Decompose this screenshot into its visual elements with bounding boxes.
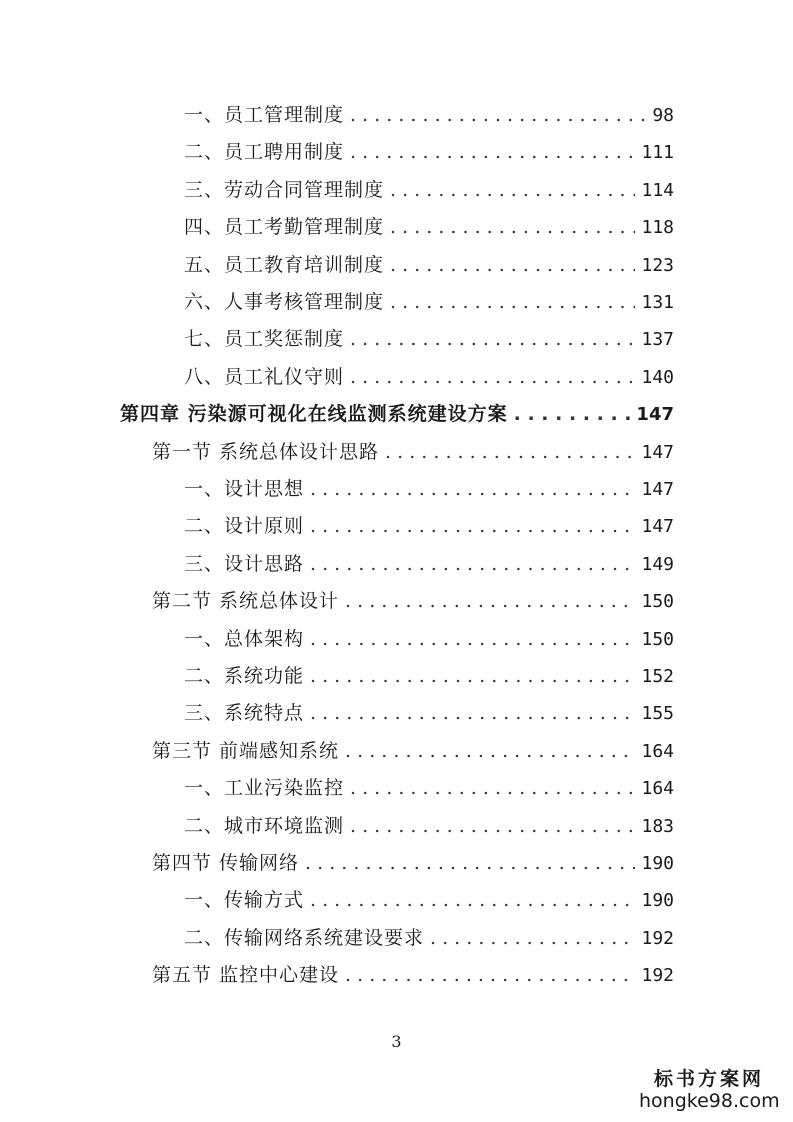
toc-entry-title: 一、工业污染监控 xyxy=(184,777,345,800)
toc-entry-page: 192 xyxy=(641,965,674,987)
toc-entry[interactable] xyxy=(184,100,674,130)
toc-entry[interactable] xyxy=(184,923,674,953)
toc-entry-title: 第二节 系统总体设计 xyxy=(152,590,340,613)
toc-leader-dots xyxy=(350,773,635,803)
toc-leader-dots xyxy=(350,100,646,130)
toc-entry-title: 第四节 传输网络 xyxy=(152,852,300,874)
toc-entry-page: 98 xyxy=(652,105,674,126)
toc-entry[interactable] xyxy=(184,885,674,915)
toc-entry-title: 二、城市环境监测 xyxy=(184,814,345,837)
toc-entry-title: 二、设计原则 xyxy=(184,515,305,538)
toc-entry-page: 147 xyxy=(641,516,674,538)
toc-leader-dots xyxy=(310,661,635,691)
toc-entry-page: 152 xyxy=(641,666,674,687)
toc-entry[interactable] xyxy=(152,960,674,990)
toc-leader-dots xyxy=(350,137,635,167)
toc-entry-page: 147 xyxy=(636,404,674,426)
toc-entry[interactable] xyxy=(184,137,674,167)
toc-leader-dots xyxy=(310,624,635,654)
toc-leader-dots xyxy=(390,175,635,205)
toc-leader-dots xyxy=(310,549,635,579)
toc-entry[interactable] xyxy=(184,811,674,841)
toc-entry-title: 五、员工教育培训制度 xyxy=(184,253,385,276)
toc-entry[interactable] xyxy=(184,624,674,654)
toc-entry[interactable] xyxy=(152,437,674,467)
toc-entry[interactable] xyxy=(184,212,674,242)
toc-entry-title: 二、传输网络系统建设要求 xyxy=(184,926,425,949)
toc-entry-page: 147 xyxy=(641,441,674,463)
toc-entry[interactable] xyxy=(184,773,674,803)
toc-leader-dots xyxy=(350,811,635,841)
toc-entry[interactable] xyxy=(184,549,674,579)
toc-leader-dots xyxy=(310,511,635,541)
toc-entry-title: 八、员工礼仪守则 xyxy=(184,365,345,388)
toc-leader-dots xyxy=(345,586,635,616)
toc-entry-page: 150 xyxy=(641,591,674,613)
toc-entry-title: 一、传输方式 xyxy=(184,889,305,912)
toc-entry-title: 七、员工奖惩制度 xyxy=(184,328,345,351)
toc-leader-dots xyxy=(310,698,635,728)
toc-entry-title: 第一节 系统总体设计思路 xyxy=(152,440,380,463)
toc-entry[interactable] xyxy=(184,324,674,354)
toc-entry-page: 164 xyxy=(641,740,674,762)
toc-entry[interactable] xyxy=(184,362,674,392)
toc-leader-dots xyxy=(345,960,635,990)
toc-entry-page: 190 xyxy=(641,853,674,874)
toc-entry-title: 一、员工管理制度 xyxy=(184,104,345,126)
watermark-name: 标书方案网 xyxy=(653,1068,764,1090)
toc-leader-dots xyxy=(345,736,635,766)
toc-entry-title: 二、系统功能 xyxy=(184,665,305,687)
toc-entry[interactable] xyxy=(184,698,674,728)
toc-entry-page: 131 xyxy=(641,292,674,313)
toc-entry-title: 三、设计思路 xyxy=(184,552,305,575)
toc-entry[interactable] xyxy=(184,511,674,541)
toc-entry-page: 192 xyxy=(641,927,674,949)
toc-entry-page: 155 xyxy=(641,703,674,725)
watermark-url: hongke98.com xyxy=(639,1090,780,1112)
toc-entry-page: 140 xyxy=(641,366,674,388)
toc-entry[interactable] xyxy=(184,250,674,280)
toc-entry-page: 118 xyxy=(641,217,674,239)
toc-leader-dots xyxy=(390,250,635,280)
toc-entry-page: 150 xyxy=(641,628,674,650)
toc-entry-page: 123 xyxy=(641,254,674,276)
watermark xyxy=(639,1068,779,1112)
toc-leader-dots xyxy=(390,212,635,242)
toc-entry-title: 三、系统特点 xyxy=(184,702,305,725)
toc-entry[interactable] xyxy=(152,736,674,766)
toc-entry-title: 一、总体架构 xyxy=(184,627,305,650)
toc-entry-title: 第五节 监控中心建设 xyxy=(152,964,340,987)
page-number: 3 xyxy=(391,1032,402,1051)
toc-leader-dots xyxy=(310,474,635,504)
toc-entry[interactable] xyxy=(184,175,674,205)
toc-entry-title: 三、劳动合同管理制度 xyxy=(184,178,385,201)
toc-leader-dots xyxy=(310,885,635,915)
toc-leader-dots xyxy=(350,324,635,354)
toc-entry-title: 六、人事考核管理制度 xyxy=(184,291,385,313)
toc-leader-dots xyxy=(430,923,635,953)
toc-entry[interactable] xyxy=(184,474,674,504)
toc-entry-title: 四、员工考勤管理制度 xyxy=(184,216,385,239)
toc-entry-page: 190 xyxy=(641,890,674,912)
toc-leader-dots xyxy=(385,437,635,467)
toc-entry-page: 137 xyxy=(641,329,674,351)
toc-entry-title: 第四章 污染源可视化在线监测系统建设方案 xyxy=(120,403,508,426)
toc-entry-page: 183 xyxy=(641,815,674,837)
toc-entry-page: 149 xyxy=(641,553,674,575)
toc-leader-dots xyxy=(514,399,631,429)
toc-entry-page: 111 xyxy=(641,142,674,164)
toc-leader-dots xyxy=(350,362,635,392)
toc-entry-page: 114 xyxy=(641,179,674,201)
toc-entry-title: 一、设计思想 xyxy=(184,478,305,500)
toc-entry-title: 二、员工聘用制度 xyxy=(184,141,345,164)
toc-entry-page: 147 xyxy=(641,479,674,500)
toc-leader-dots xyxy=(305,848,635,878)
toc-entry-title: 第三节 前端感知系统 xyxy=(152,739,340,762)
toc-entry[interactable] xyxy=(152,586,674,616)
toc-entry-page: 164 xyxy=(641,778,674,800)
toc-entry[interactable] xyxy=(152,848,674,878)
toc-entry[interactable] xyxy=(120,399,674,429)
toc-leader-dots xyxy=(390,287,635,317)
toc-entry[interactable] xyxy=(184,287,674,317)
toc-entry[interactable] xyxy=(184,661,674,691)
